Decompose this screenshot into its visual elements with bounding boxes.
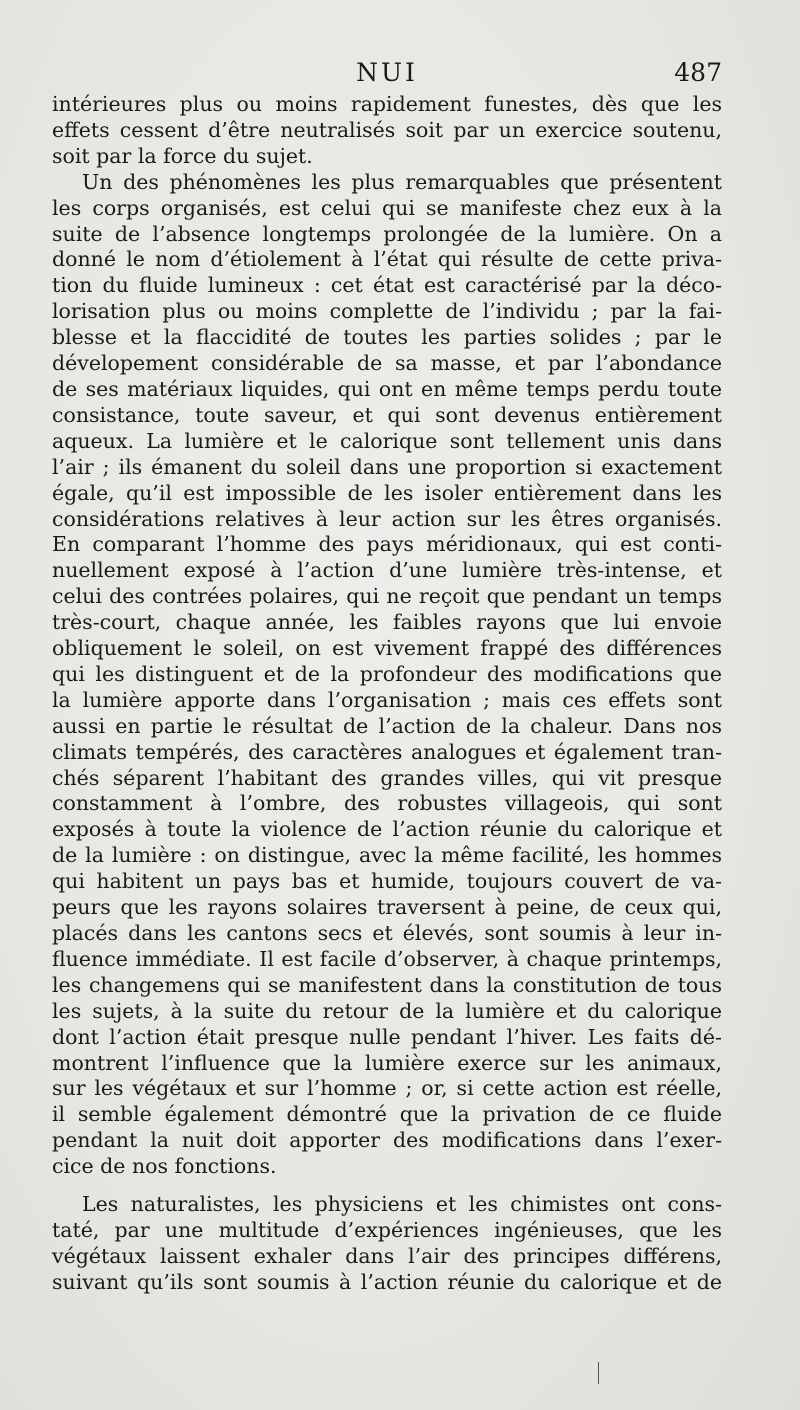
text-line: sur les végétaux et sur l’homme ; or, si cette action est réelle, (52, 1076, 722, 1101)
text-line: donné le nom d’étiolement à l’état qui résulte de cette priva- (52, 247, 722, 272)
text-line: de la lumière : on distingue, avec la même facilité, les hommes (52, 843, 722, 868)
text-line: suivant qu’ils sont soumis à l’action réunie du calorique et de (52, 1269, 722, 1294)
text-line: montrent l’influence que la lumière exerce sur les animaux, (52, 1050, 722, 1075)
text-line: qui habitent un pays bas et humide, toujours couvert de va- (52, 869, 722, 894)
text-line: Les naturalistes, les physiciens et les chimistes ont cons- (82, 1192, 722, 1217)
text-line: cice de nos fonctions. (52, 1154, 277, 1179)
print-mark (598, 1362, 599, 1384)
text-line: les changemens qui se manifestent dans la constitution de tous (52, 972, 722, 997)
text-line: les corps organisés, est celui qui se manifeste chez eux à la (52, 195, 722, 220)
text-line: qui les distinguent et de la profondeur des modifications que (52, 661, 722, 686)
text-line: peurs que les rayons solaires traversent à peine, de ceux qui, (52, 895, 722, 920)
text-line: consistance, toute saveur, et qui sont devenus entièrement (52, 402, 722, 427)
text-line: très-court, chaque année, les faibles rayons que lui envoie (52, 610, 722, 635)
text-line: tion du fluide lumineux : cet état est caractérisé par la déco- (52, 273, 722, 298)
text-line: celui des contrées polaires, qui ne reçoit que pendant un temps (52, 584, 722, 609)
text-line: exposés à toute la violence de l’action réunie du calorique et (52, 817, 722, 842)
text-line: fluence immédiate. Il est facile d’observer, à chaque printemps, (52, 946, 722, 971)
text-line: nuellement exposé à l’action d’une lumière très-intense, et (52, 558, 722, 583)
text-line: la lumière apporte dans l’organisation ; mais ces effets sont (52, 687, 722, 712)
text-line: climats tempérés, des caractères analogues et également tran- (52, 739, 722, 764)
text-line: pendant la nuit doit apporter des modifications dans l’exer- (52, 1128, 722, 1153)
text-line: dévelopement considérable de sa masse, et par l’abondance (52, 351, 722, 376)
body-text (52, 92, 722, 1296)
text-line: l’air ; ils émanent du soleil dans une proportion si exactement (52, 454, 722, 479)
text-line: égale, qu’il est impossible de les isoler entièrement dans les (52, 480, 722, 505)
text-line: de ses matériaux liquides, qui ont en même temps perdu toute (52, 376, 722, 401)
paragraph (52, 170, 722, 1180)
paragraph (52, 92, 722, 170)
text-line: considérations relatives à leur action sur les êtres organisés. (52, 506, 722, 531)
paragraph (52, 1192, 722, 1296)
text-line: taté, par une multitude d’expériences ingénieuses, que les (52, 1217, 722, 1242)
text-line: placés dans les cantons secs et élevés, sont soumis à leur in- (52, 921, 722, 945)
text-line: aqueux. La lumière et le calorique sont tellement unis dans (52, 428, 722, 453)
text-line: obliquement le soleil, on est vivement frappé des différences (52, 636, 722, 661)
paragraph-gap (52, 1180, 722, 1192)
text-line: dont l’action était presque nulle pendant l’hiver. Les faits dé- (52, 1024, 722, 1049)
running-head: NUI (356, 58, 418, 87)
text-line: végétaux laissent exhaler dans l’air des principes différens, (52, 1243, 722, 1268)
text-line: intérieures plus ou moins rapidement funestes, dès que les (52, 92, 722, 116)
text-line: il semble également démontré que la privation de ce fluide (52, 1102, 722, 1127)
text-line: les sujets, à la suite du retour de la lumière et du calorique (52, 998, 722, 1023)
text-line: aussi en partie le résultat de l’action de la chaleur. Dans nos (52, 713, 722, 738)
page-number: 487 (674, 58, 722, 87)
text-line: constamment à l’ombre, des robustes villageois, qui sont (52, 791, 722, 816)
text-line: chés séparent l’habitant des grandes villes, qui vit presque (52, 765, 722, 790)
text-line: blesse et la flaccidité de toutes les parties solides ; par le (52, 325, 722, 350)
text-line: En comparant l’homme des pays méridionaux, qui est conti- (52, 532, 722, 557)
text-line: Un des phénomènes les plus remarquables que présentent (82, 169, 722, 194)
text-line: suite de l’absence longtemps prolongée de la lumière. On a (52, 221, 722, 246)
text-line: effets cessent d’être neutralisés soit par un exercice soutenu, (52, 117, 722, 142)
text-line: lorisation plus ou moins complette de l’individu ; par la fai- (52, 299, 722, 324)
page-header (52, 58, 722, 92)
text-line: soit par la force du sujet. (52, 143, 313, 168)
